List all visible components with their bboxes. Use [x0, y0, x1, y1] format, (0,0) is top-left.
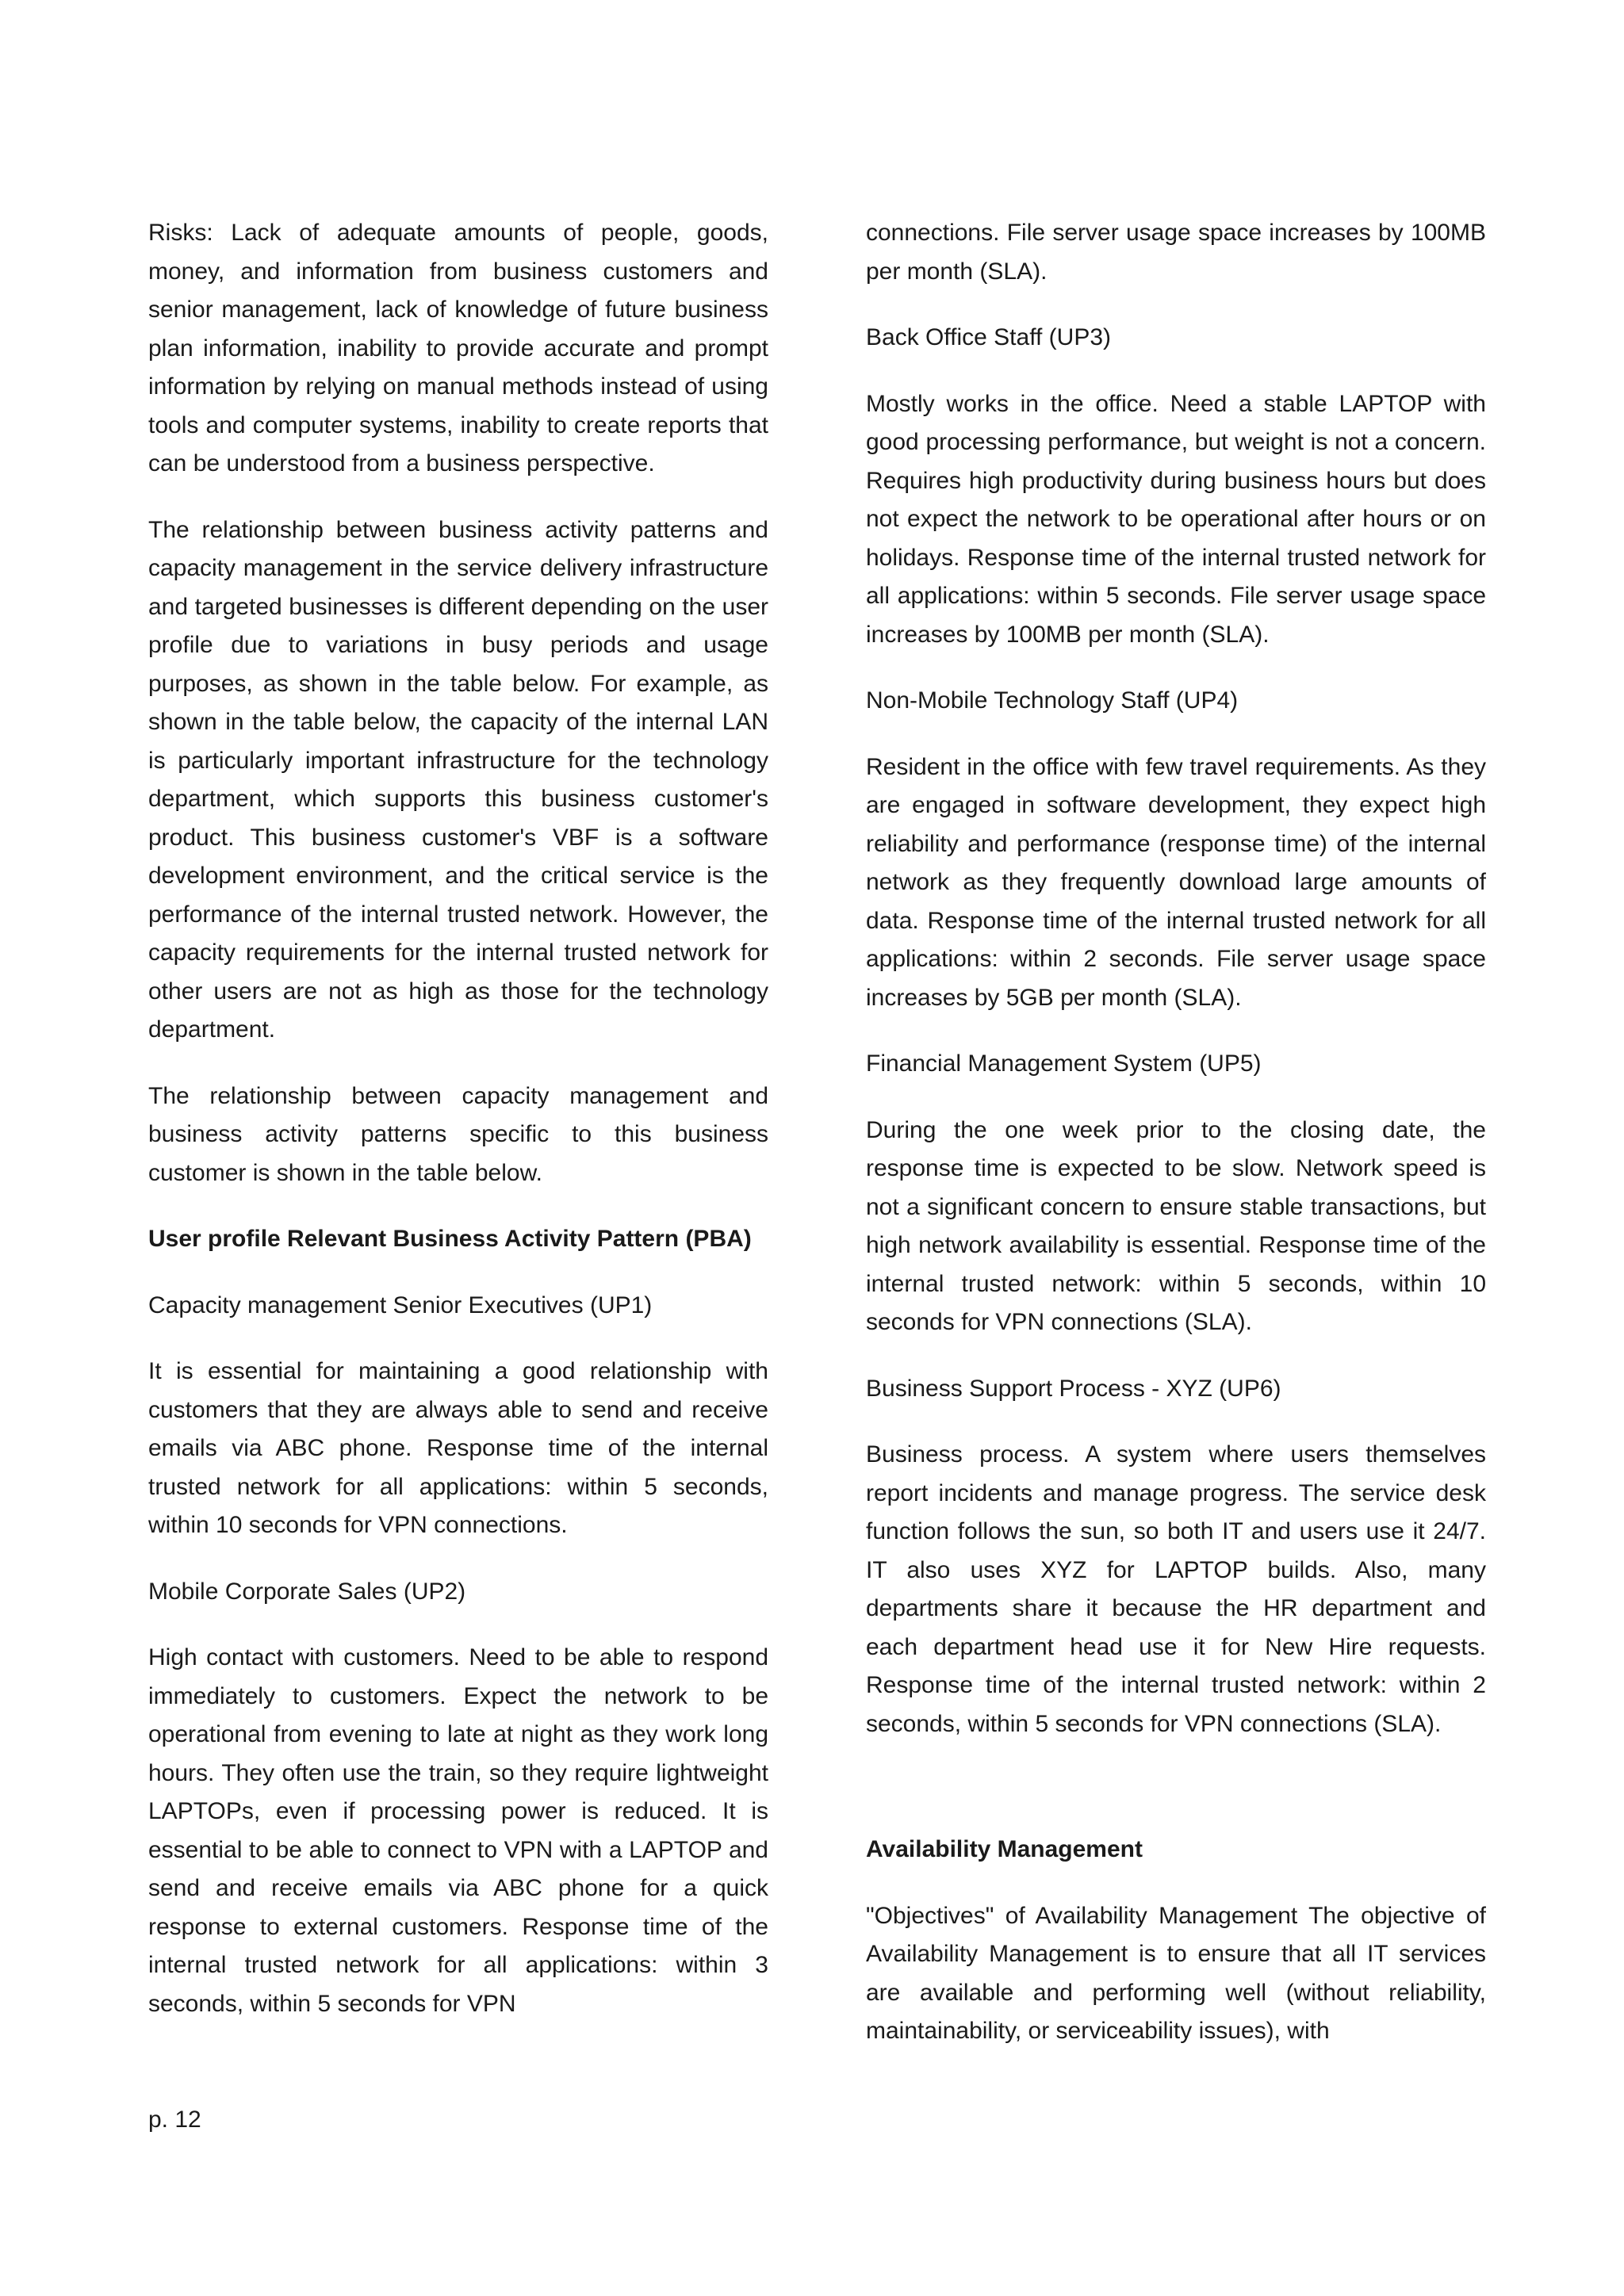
up4-description: Resident in the office with few travel requirements. As they are engaged in software development, they expect high reliability and performance (response time) of the internal network as they frequently download large amounts of data. Response time of the internal trusted network for all applications: within 2 seconds. File server usage space increases by 5GB per month (SLA). — [866, 753, 1486, 1011]
up5-heading: Financial Management System (UP5) — [866, 1050, 1262, 1077]
up4-heading: Non-Mobile Technology Staff (UP4) — [866, 687, 1239, 714]
up2-heading: Mobile Corporate Sales (UP2) — [148, 1578, 466, 1605]
availability-management-heading: Availability Management — [866, 1836, 1143, 1862]
risks-paragraph: Risks: Lack of adequate amounts of people, goods, money, and information from business customers and senior management, lack of knowledge of future business plan information, inability to provide accurate and prompt information by relying on manual methods instead of using tools and computer systems, inability to create reports that can be understood from a business perspective. — [148, 220, 768, 476]
availability-management-description: "Objectives" of Availability Management The objective of Availability Management is to ensure that all IT services are available and performing well (without reliability, maintainability, or serviceability issues), with — [866, 1902, 1486, 2044]
up1-description: It is essential for maintaining a good relationship with customers that they are always able to send and receive emails via ABC phone. Response time of the internal trusted network for all applications: within 5 seconds, within 10 seconds for VPN connections. — [148, 1358, 768, 1538]
left-column — [148, 214, 768, 2051]
up3-heading: Back Office Staff (UP3) — [866, 324, 1112, 350]
up6-heading: Business Support Process - XYZ (UP6) — [866, 1375, 1281, 1402]
up6-description: Business process. A system where users themselves report incidents and manage progress. The service desk function follows the sun, so both IT and users use it 24/7. IT also uses XYZ for LAPTOP builds. Also, many departments share it because the HR department and each department head use it for New Hire requests. Response time of the internal trusted network: within 2 seconds, within 5 seconds for VPN connections (SLA). — [866, 1441, 1486, 1737]
up3-description: Mostly works in the office. Need a stable LAPTOP with good processing performance, but weight is not a concern. Requires high productivity during business hours but does not expect the network to be operational after hours or on holidays. Response time of the internal trusted network for all applications: within 5 seconds. File server usage space increases by 100MB per month (SLA). — [866, 390, 1486, 648]
page-number: p. 12 — [148, 2107, 201, 2133]
right-column — [866, 214, 1486, 2079]
relationship-paragraph: The relationship between business activity patterns and capacity management in the service delivery infrastructure and targeted businesses is different depending on the user profile due to variations in busy periods and usage purposes, as shown in the table below. For example, as shown in the table below, the capacity of the internal LAN is particularly important infrastructure for the technology department, which supports this business customer's product. This business customer's VBF is a software development environment, and the critical service is the performance of the internal trusted network. However, the capacity requirements for the internal trusted network for other users are not as high as those for the technology department. — [148, 516, 768, 1043]
up1-heading: Capacity management Senior Executives (UP1) — [148, 1292, 653, 1318]
up2-description-continued: connections. File server usage space increases by 100MB per month (SLA). — [866, 220, 1486, 285]
table-heading: User profile Relevant Business Activity Pattern (PBA) — [148, 1226, 752, 1252]
up5-description: During the one week prior to the closing date, the response time is expected to be slow. Network speed is not a significant concern to ensure stable transactions, but high network availability is essential. Response time of the internal trusted network: within 5 seconds, within 10 seconds for VPN connections (SLA). — [866, 1116, 1486, 1335]
up2-description: High contact with customers. Need to be able to respond immediately to customers. Expect the network to be operational from evening to late at night as they work long hours. They often use the train, so they require lightweight LAPTOPs, even if processing power is reduced. It is essential to be able to connect to VPN with a LAPTOP and send and receive emails via ABC phone for a quick response to external customers. Response time of the internal trusted network for all applications: within 3 seconds, within 5 seconds for VPN — [148, 1644, 768, 2017]
relationship-summary-paragraph: The relationship between capacity management and business activity patterns specific to this business customer is shown in the table below. — [148, 1082, 768, 1186]
